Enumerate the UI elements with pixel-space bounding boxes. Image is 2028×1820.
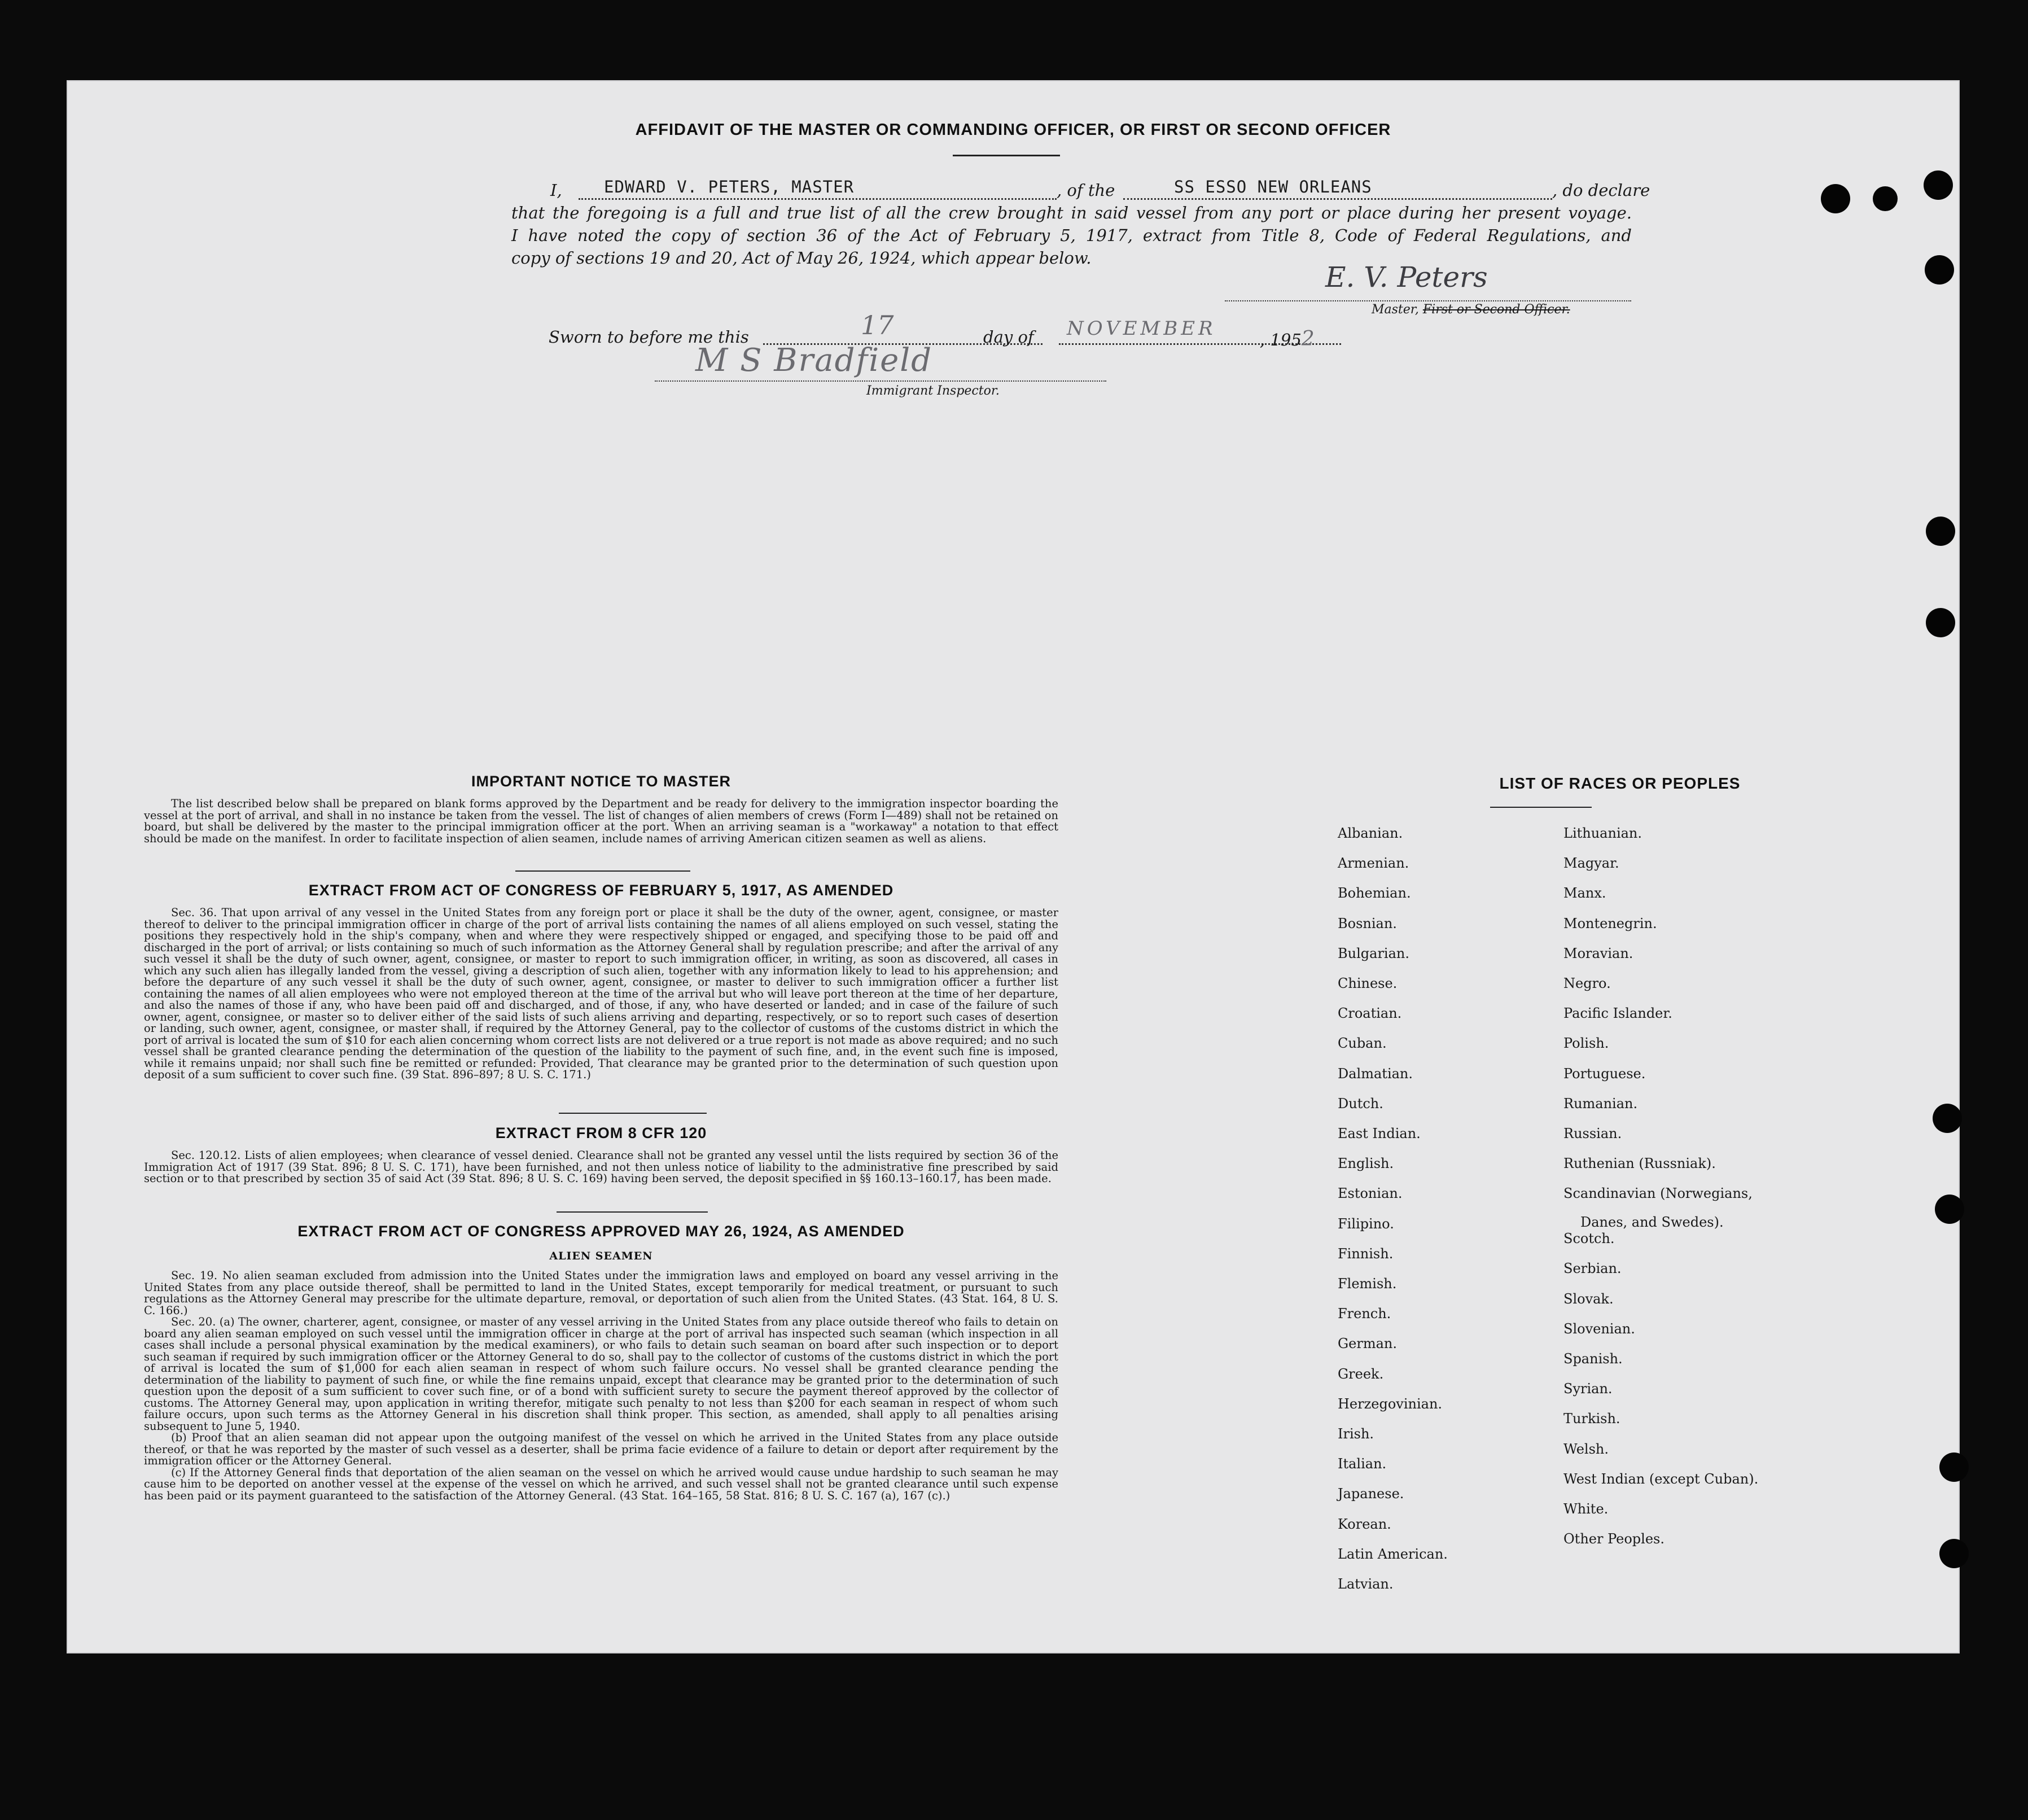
punch-hole bbox=[1925, 255, 1954, 285]
race-item: Bulgarian. bbox=[1338, 945, 1409, 961]
day-of-label: day of bbox=[983, 327, 1034, 347]
punch-hole bbox=[1873, 186, 1898, 211]
race-item: Rumanian. bbox=[1563, 1095, 1638, 1112]
inspector-signature: M S Bradfield bbox=[695, 342, 932, 379]
vessel-name-value: SS ESSO NEW ORLEANS bbox=[1174, 177, 1372, 196]
i-label: I, bbox=[550, 181, 562, 200]
punch-hole bbox=[1939, 1539, 1969, 1568]
punch-hole bbox=[1926, 608, 1955, 637]
race-item: Slovenian. bbox=[1563, 1320, 1635, 1337]
race-item: Filipino. bbox=[1338, 1215, 1394, 1232]
year-field bbox=[1260, 327, 1315, 351]
divider-2 bbox=[559, 1113, 707, 1114]
race-item: Welsh. bbox=[1563, 1441, 1609, 1457]
races-title: LIST OF RACES OR PEOPLES bbox=[1499, 775, 1741, 792]
declaration-line-4: copy of sections 19 and 20, Act of May 26, 1924, which appear below. bbox=[511, 248, 1092, 268]
notice-title: IMPORTANT NOTICE TO MASTER bbox=[471, 773, 731, 790]
race-item: Scandinavian (Norwegians, bbox=[1563, 1185, 1753, 1202]
race-item: Turkish. bbox=[1563, 1411, 1620, 1427]
of-the-label: , of the bbox=[1057, 181, 1115, 200]
affidavit-title: AFFIDAVIT OF THE MASTER OR COMMANDING OFFICER, OR FIRST OR SECOND OFFICER bbox=[635, 121, 1391, 139]
race-item: Estonian. bbox=[1338, 1185, 1403, 1202]
race-item: Other Peoples. bbox=[1563, 1531, 1665, 1547]
notice-body bbox=[144, 798, 1058, 845]
sworn-label: Sworn to before me this bbox=[549, 327, 749, 347]
sworn-day-value: 17 bbox=[861, 310, 894, 340]
race-item: German. bbox=[1338, 1336, 1397, 1352]
extract-1917-paragraph: Sec. 36. That upon arrival of any vessel in the United States from any foreign port or place it shall be the duty of the owner, agent, consignee, or master thereof to deliver to the principal immigration officer in charge of the port of arrival lists containing the names of all aliens employed on such vessel, stating the positions they respectively hold in the ship's company, when and where they were respectively shipped or engaged, and specifying those to be paid off and discharged in the port of arrival; or lists containing so much of such information as the Attorney General shall by regulation prescribe; and after the arrival of any such vessel it shall be the duty of such owner, agent, consignee, or master to report to such immigration officer, in writing, as soon as discovered, all cases in which any such alien has illegally landed from the vessel, giving a description of such alien, together with any information likely to lead to his apprehension; and before the departure of any such vessel it shall be the duty of such owner, agent, consignee, or master to deliver to such immigration officer a further list containing the names of all alien employees who were not employed thereon at the time of the arrival but who will leave port thereon at the time of her departure, and also the names of those if any, who have been paid off and discharged, and of those, if any, who have deserted or landed; and in case of the failure of such owner, agent, consignee, or master so to deliver either of the said lists of such aliens arriving and departing, respectively, or so to report such cases of desertion or landing, such owner, agent, consignee, or master shall, if required by the Attorney General, pay to the collector of customs of the customs district in which the port of arrival is located the sum of $10 for each alien concerning whom correct lists are not delivered or a true report is not made as above required; and no such vessel shall be granted clearance pending the determination of the question of the liability to the payment of such fine, and, in the event such fine is imposed, while it remains unpaid; nor shall such fine be remitted or refunded: Provided, That clearance may be granted prior to the determination of such question upon deposit of a sum sufficient to cover such fine. (39 Stat. 896–897; 8 U. S. C. 171.) bbox=[144, 906, 1058, 1081]
master-name-value: EDWARD V. PETERS, MASTER bbox=[604, 177, 855, 196]
race-item: Armenian. bbox=[1338, 855, 1409, 872]
race-item: Albanian. bbox=[1338, 825, 1403, 841]
race-item: Syrian. bbox=[1563, 1381, 1613, 1397]
race-item: English. bbox=[1338, 1156, 1394, 1172]
punch-hole bbox=[1926, 517, 1955, 546]
extract-cfr-title: EXTRACT FROM 8 CFR 120 bbox=[495, 1125, 707, 1141]
extract-1917-body bbox=[144, 907, 1058, 1081]
race-item: Slovak. bbox=[1563, 1290, 1614, 1307]
notice-paragraph: The list described below shall be prepared on blank forms approved by the Department and be ready for delivery to the immigration inspector boarding the vessel at the port of arrival, and shall in no instance be taken from the vessel. The list of changes of alien members of crews (Form I—489) shall not be retained on board, but shall be delivered by the master to the principal immigration officer at the port. When an arriving seaman is a "workaway" a notation to that effect should be made on the manifest. In order to facilitate inspection of alien seamen, include names of arriving American citizen seamen as well as aliens. bbox=[144, 797, 1058, 845]
race-item: Bosnian. bbox=[1338, 915, 1397, 931]
race-item: Serbian. bbox=[1563, 1261, 1622, 1277]
inspector-signature-line bbox=[655, 380, 1106, 382]
race-item: Lithuanian. bbox=[1563, 825, 1642, 841]
extract-1924-subtitle: ALIEN SEAMEN bbox=[549, 1250, 653, 1262]
extract-1924-body bbox=[144, 1270, 1058, 1502]
punch-hole bbox=[1933, 1104, 1962, 1133]
race-item: Moravian. bbox=[1563, 945, 1633, 961]
punch-hole bbox=[1924, 170, 1953, 200]
races-rule bbox=[1490, 807, 1592, 808]
declaration-line-3: I have noted the copy of section 36 of the Act of February 5, 1917, extract from Title 8, Code of Federal Regulations, and bbox=[511, 226, 1632, 245]
declaration-line-2: that the foregoing is a full and true list of all the crew brought in said vessel from any port or place during her present voyage. bbox=[511, 203, 1632, 222]
master-caption bbox=[1372, 303, 1570, 317]
race-item: East Indian. bbox=[1338, 1126, 1421, 1141]
race-item: Dalmatian. bbox=[1338, 1065, 1413, 1082]
race-item: French. bbox=[1338, 1306, 1391, 1322]
master-signature-line bbox=[1225, 300, 1631, 301]
race-item: White. bbox=[1563, 1501, 1609, 1517]
extract-cfr-paragraph: Sec. 120.12. Lists of alien employees; when clearance of vessel denied. Clearance shall not be granted any vessel until the lists required by section 36 of the Immigration Act of 1917 (39 Stat. 896; 8 U. S. C. 171), have been furnished, and not then unless notice of liability to the administrative fine prescribed by said section or to that prescribed by section 35 of said Act (39 Stat. 896; 8 U. S. C. 169) having been served, the deposit specified in §§ 160.13–160.17, has been made. bbox=[144, 1149, 1058, 1185]
race-item: Korean. bbox=[1338, 1516, 1391, 1532]
inspector-caption: Immigrant Inspector. bbox=[866, 384, 1000, 398]
master-caption-text: Master, bbox=[1372, 303, 1419, 317]
punch-hole bbox=[1821, 184, 1850, 213]
race-item: Finnish. bbox=[1338, 1245, 1394, 1262]
race-item: Danes, and Swedes). bbox=[1580, 1214, 1724, 1230]
race-item: Manx. bbox=[1563, 885, 1606, 902]
race-item: Polish. bbox=[1563, 1035, 1609, 1052]
sec19-paragraph: Sec. 19. No alien seaman excluded from admission into the United States under the immigration laws and employed on board any vessel arriving in the United States from any place outside thereof, shall be permitted to land in the United States, except temporarily for medical treatment, or pursuant to such regulations as the Attorney General may prescribe for the ultimate departure, removal, or deportation of such alien from the United States. (43 Stat. 164, 8 U. S. C. 166.) bbox=[144, 1269, 1058, 1317]
race-item: Latin American. bbox=[1338, 1546, 1448, 1562]
race-item: Japanese. bbox=[1338, 1486, 1404, 1502]
sec20a-paragraph: Sec. 20. (a) The owner, charterer, agent, consignee, or master of any vessel arriving in the United States from any place outside thereof who fails to detain on board any alien seaman employed on such vessel until the immigration officer in charge at the port of arrival has inspected such seaman (which inspection in all cases shall include a personal physical examination by the medical examiners), or who fails to detain such seaman on board after such inspection or to deport such seaman if required by such immigration officer or the Attorney General to do so, shall pay to the collector of customs of the customs district in which the port of arrival is located the sum of $1,000 for each alien seaman in respect of whom such failure occurs. No vessel shall be granted clearance pending the determination of the liability to payment of such fine, or while the fine remains unpaid, except that clearance may be granted prior to the determination of such question upon the deposit of a sum sufficient to cover such fine, or of a bond with sufficient surety to secure the payment thereof approved by the collector of customs. The Attorney General may, upon application in writing therefor, mitigate such penalty to not less than $200 for each seaman in respect of whom such failure occurs, upon such terms as the Attorney General in his discretion shall think proper. This section, as amended, shall apply to all penalties arising subsequent to June 5, 1940. bbox=[144, 1315, 1058, 1433]
struck-officer-caption: First or Second Officer. bbox=[1422, 303, 1570, 317]
race-item: Flemish. bbox=[1338, 1276, 1397, 1292]
race-item: Pacific Islander. bbox=[1563, 1005, 1672, 1022]
race-item: Herzegovinian. bbox=[1338, 1395, 1443, 1412]
race-item: Ruthenian (Russniak). bbox=[1563, 1156, 1716, 1172]
race-item: Italian. bbox=[1338, 1456, 1387, 1472]
race-item: Negro. bbox=[1563, 975, 1611, 991]
race-item: Russian. bbox=[1563, 1126, 1622, 1141]
punch-hole bbox=[1935, 1195, 1964, 1224]
extract-1917-title: EXTRACT FROM ACT OF CONGRESS OF FEBRUARY 5, 1917, AS AMENDED bbox=[308, 882, 894, 899]
extract-cfr-body bbox=[144, 1150, 1058, 1185]
document-page bbox=[67, 80, 1960, 1653]
vessel-name-line bbox=[1123, 198, 1552, 200]
race-item: Greek. bbox=[1338, 1366, 1384, 1382]
race-item: Scotch. bbox=[1563, 1231, 1615, 1247]
race-item: West Indian (except Cuban). bbox=[1563, 1471, 1759, 1487]
sworn-month-value: NOVEMBER bbox=[1067, 317, 1216, 340]
do-declare-label: , do declare bbox=[1552, 181, 1650, 200]
race-item: Chinese. bbox=[1338, 975, 1398, 991]
race-item: Cuban. bbox=[1338, 1035, 1387, 1052]
divider-1 bbox=[515, 870, 690, 872]
race-item: Dutch. bbox=[1338, 1095, 1383, 1112]
master-name-line bbox=[579, 198, 1057, 200]
master-signature: E. V. Peters bbox=[1325, 261, 1488, 294]
race-item: Latvian. bbox=[1338, 1576, 1394, 1592]
race-item: Irish. bbox=[1338, 1426, 1374, 1442]
race-item: Bohemian. bbox=[1338, 885, 1411, 902]
race-item: Portuguese. bbox=[1563, 1065, 1646, 1082]
race-item: Spanish. bbox=[1563, 1351, 1623, 1367]
punch-hole bbox=[1939, 1453, 1969, 1482]
race-item: Magyar. bbox=[1563, 855, 1619, 872]
year-prefix: , 195 bbox=[1260, 330, 1302, 349]
race-item: Croatian. bbox=[1338, 1005, 1402, 1022]
title-rule bbox=[953, 155, 1060, 156]
divider-3 bbox=[557, 1211, 708, 1213]
sec20c-paragraph: (c) If the Attorney General finds that deportation of the alien seaman on the vessel on which he arrived would cause undue hardship to such seaman he may cause him to be deported on another vessel at the expense of the vessel on which he arrived, and such vessel shall not be granted clearance until such expense has been paid or its payment guaranteed to the satisfaction of the Attorney General. (43 Stat. 164–165, 58 Stat. 816; 8 U. S. C. 167 (a), 167 (c).) bbox=[144, 1465, 1058, 1502]
race-item: Montenegrin. bbox=[1563, 915, 1657, 931]
sec20b-paragraph: (b) Proof that an alien seaman did not appear upon the outgoing manifest of the vessel on which he arrived in the United States from any place outside thereof, or that he was reported by the master of such vessel as a deserter, shall be prima facie evidence of a failure to detain or deport after requirement by the immigration officer or the Attorney General. bbox=[144, 1431, 1058, 1467]
year-suffix: 2 bbox=[1301, 327, 1315, 351]
extract-1924-title: EXTRACT FROM ACT OF CONGRESS APPROVED MAY 26, 1924, AS AMENDED bbox=[297, 1223, 905, 1240]
